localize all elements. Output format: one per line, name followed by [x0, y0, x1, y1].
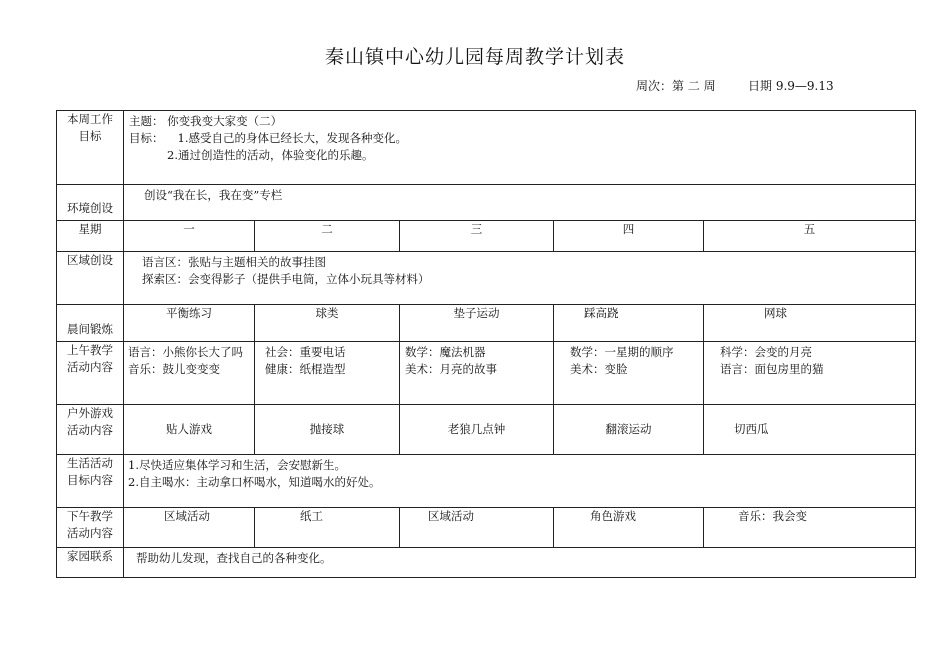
exercise-fri: 网球: [704, 305, 916, 342]
exercise-thu: 踩高跷: [554, 305, 704, 342]
home-contact-content-cell: [124, 548, 916, 578]
outdoor-label-cell: [57, 405, 124, 455]
goals-row: [57, 111, 916, 185]
teaching-mon-1: 语言：小熊你长大了吗: [128, 345, 243, 359]
game-tue: 抛接球: [255, 405, 400, 455]
teaching-wed: [400, 342, 554, 405]
areas-content-cell: [124, 252, 916, 305]
teaching-fri-2: 语言：面包房里的猫: [720, 362, 824, 376]
weekday-4: 四: [554, 221, 704, 252]
game-wed: 老狼几点钟: [400, 405, 554, 455]
goals-label-cell: [57, 111, 124, 185]
teaching-tue: [255, 342, 400, 405]
afternoon-label-cell: [57, 508, 124, 548]
afternoon-tue: 纸工: [255, 508, 400, 548]
game-thu: 翻滚运动: [554, 405, 704, 455]
environment-label: 环境创设: [57, 185, 124, 221]
morning-teaching-label: 上午教学活动内容: [67, 343, 113, 374]
area-language: 语言区：张贴与主题相关的故事挂图: [142, 255, 326, 269]
afternoon-fri: 音乐：我会变: [704, 508, 916, 548]
week-number: 周次：第 二 周: [636, 79, 716, 93]
afternoon-teaching-label: 下午教学活动内容: [67, 509, 113, 540]
goals-label: 本周工作目标: [67, 112, 113, 143]
game-mon: 贴人游戏: [124, 405, 255, 455]
life-goal-2: 2.自主喝水：主动拿口杯喝水，知道喝水的好处。: [128, 475, 381, 489]
teaching-fri: [704, 342, 916, 405]
life-activity-row: [57, 455, 916, 508]
theme-text: 主题： 你变我变大家变（二）: [129, 114, 283, 128]
teaching-wed-1: 数学：魔法机器: [405, 345, 486, 359]
teaching-thu-1: 数学：一星期的顺序: [570, 345, 674, 359]
life-label-cell: [57, 455, 124, 508]
game-fri: 切西瓜: [704, 405, 916, 455]
teaching-tue-1: 社会：重要电话: [265, 345, 346, 359]
weekday-3: 三: [400, 221, 554, 252]
environment-content: 创设“我在长，我在变”专栏: [144, 188, 283, 202]
weekly-plan-table: [56, 110, 916, 578]
weekday-2: 二: [255, 221, 400, 252]
area-explore: 探索区：会变得影子（提供手电筒，立体小玩具等材料）: [142, 272, 430, 286]
outdoor-games-label: 户外游戏活动内容: [67, 406, 113, 437]
outdoor-games-row: [57, 405, 916, 455]
goals-content-cell: [124, 111, 916, 185]
goal-1: 1.感受自己的身体已经长大，发现各种变化。: [177, 131, 407, 145]
home-contact-label: 家园联系: [57, 548, 124, 578]
life-activity-label: 生活活动目标内容: [67, 456, 113, 487]
exercise-tue: 球类: [255, 305, 400, 342]
morning-teaching-row: [57, 342, 916, 405]
afternoon-mon: 区域活动: [124, 508, 255, 548]
morning-teaching-label-cell: [57, 342, 124, 405]
weekday-1: 一: [124, 221, 255, 252]
home-contact-row: [57, 548, 916, 578]
environment-row: [57, 185, 916, 221]
teaching-fri-1: 科学：会变的月亮: [720, 345, 812, 359]
weekdays-row: [57, 221, 916, 252]
exercise-wed: 垫子运动: [400, 305, 554, 342]
home-contact-content: 帮助幼儿发现，查找自己的各种变化。: [136, 551, 332, 565]
afternoon-wed: 区域活动: [400, 508, 554, 548]
exercise-mon: 平衡练习: [124, 305, 255, 342]
goal-prefix: 目标：: [129, 131, 164, 145]
afternoon-thu: 角色游戏: [554, 508, 704, 548]
page-title: 秦山镇中心幼儿园每周教学计划表: [324, 46, 625, 68]
weekday-label: 星期: [57, 221, 124, 252]
teaching-mon: [124, 342, 255, 405]
teaching-thu-2: 美术：变脸: [570, 362, 628, 376]
environment-content-cell: [124, 185, 916, 221]
teaching-tue-2: 健康：纸棍造型: [265, 362, 346, 376]
life-goal-1: 1.尽快适应集体学习和生活，会安慰新生。: [128, 458, 346, 472]
teaching-mon-2: 音乐：鼓儿变变变: [128, 362, 220, 376]
morning-exercise-label: 晨间锻炼: [57, 305, 124, 342]
goal-2: 2.通过创造性的活动，体验变化的乐趣。: [167, 148, 374, 162]
morning-exercise-row: [57, 305, 916, 342]
teaching-thu: [554, 342, 704, 405]
areas-label: 区域创设: [57, 252, 124, 305]
weekday-5: 五: [704, 221, 916, 252]
date-range: 日期 9.9—9.13: [748, 79, 834, 93]
teaching-wed-2: 美术：月亮的故事: [405, 362, 497, 376]
areas-row: [57, 252, 916, 305]
life-activity-content-cell: [124, 455, 916, 508]
afternoon-teaching-row: [57, 508, 916, 548]
